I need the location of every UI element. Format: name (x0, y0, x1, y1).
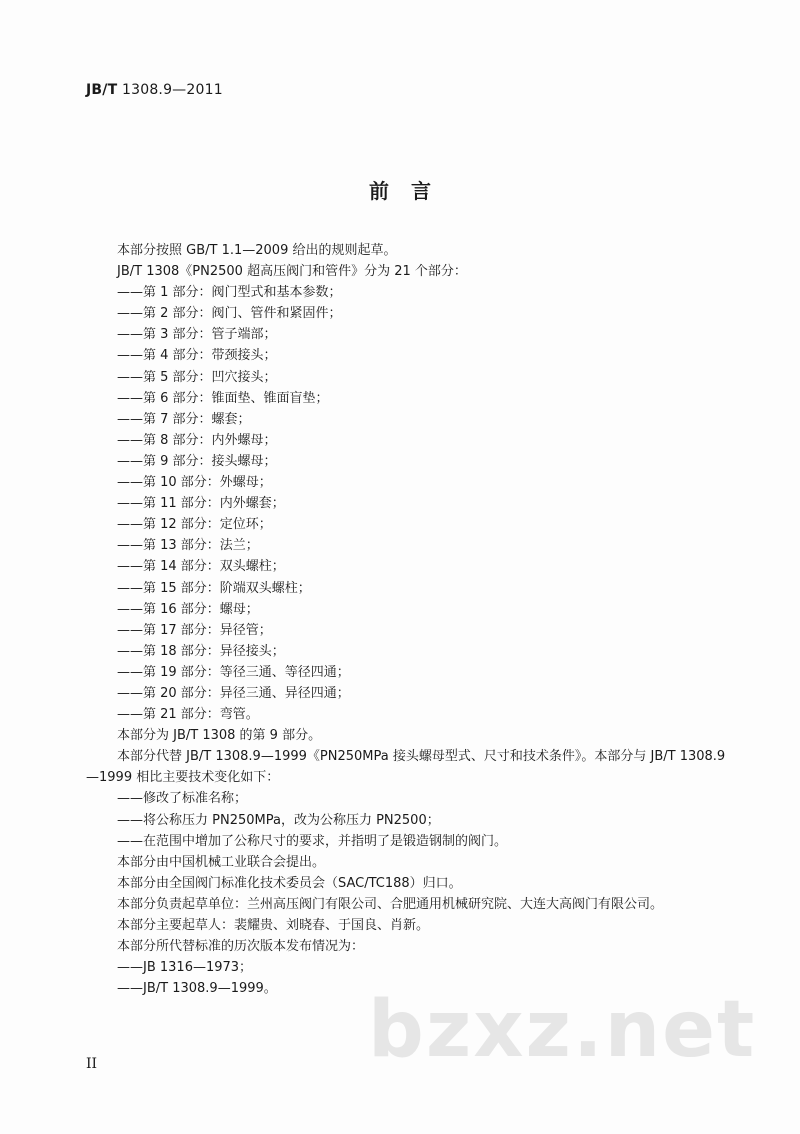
list-item: ——第 6 部分：锥面垫、锥面盲垫； (117, 390, 329, 406)
list-item: ——第 14 部分：双头螺柱； (117, 559, 285, 575)
standard-code-prefix: JB/T (86, 82, 118, 98)
page-title: 前言 (369, 179, 453, 203)
standard-code-number: 1308.9—2011 (117, 82, 223, 98)
paragraph: 本部分主要起草人：裴耀贵、刘晓春、于国良、肖新。 (117, 918, 430, 933)
paragraph: 本部分负责起草单位：兰州高压阀门有限公司、合肥通用机械研究院、大连大高阀门有限公司。 (117, 896, 664, 912)
paragraph: 本部分为 JB/T 1308 的第 9 部分。 (117, 728, 322, 744)
list-item: ——第 5 部分：凹穴接头； (117, 369, 277, 385)
paragraph: 本部分由中国机械工业联合会提出。 (117, 854, 326, 870)
list-item: ——JB 1316—1973； (117, 960, 253, 976)
paragraph: JB/T 1308《PN2500 超高压阀门和管件》分为 21 个部分： (117, 264, 467, 280)
standard-code (86, 82, 223, 98)
list-item: ——第 7 部分：螺套； (117, 411, 251, 427)
page-number: II (86, 1056, 98, 1072)
list-item: ——第 21 部分：弯管。 (117, 707, 259, 723)
foreword-body (86, 240, 726, 999)
paragraph: 本部分所代替标准的历次版本发布情况为： (117, 939, 365, 955)
list-item: ——第 10 部分：外螺母； (117, 475, 272, 491)
list-item: ——第 12 部分：定位环； (117, 517, 272, 533)
list-item: ——第 8 部分：内外螺母； (117, 432, 277, 448)
list-item: ——第 15 部分：阶端双头螺柱； (117, 580, 311, 596)
list-item: ——第 18 部分：异径接头； (117, 643, 285, 659)
list-item: ——第 20 部分：异径三通、异径四通； (117, 685, 350, 701)
paragraph: 本部分代替 JB/T 1308.9—1999《PN250MPa 接头螺母型式、尺寸和技术条件》。本部分与 JB/T 1308.9—1999 相比主要技术变化如下： (86, 749, 726, 786)
list-item: ——第 3 部分：管子端部； (117, 327, 277, 343)
list-item: ——第 4 部分：带颈接头； (117, 348, 277, 364)
list-item: ——在范围中增加了公称尺寸的要求，并指明了是锻造钢制的阀门。 (117, 833, 508, 849)
watermark: bzxz.net (368, 985, 757, 1075)
list-item: ——修改了标准名称； (117, 791, 248, 807)
list-item: ——第 19 部分：等径三通、等径四通； (117, 664, 350, 680)
list-item: ——JB/T 1308.9—1999。 (117, 981, 277, 997)
list-item: ——第 11 部分：内外螺套； (117, 496, 285, 512)
list-item: ——第 16 部分：螺母； (117, 601, 259, 617)
paragraph: 本部分按照 GB/T 1.1—2009 给出的规则起草。 (117, 243, 397, 258)
paragraph: 本部分由全国阀门标准化技术委员会（SAC/TC188）归口。 (117, 875, 462, 891)
list-item: ——第 9 部分：接头螺母； (117, 453, 277, 469)
list-item: ——第 17 部分：异径管； (117, 622, 272, 638)
list-item: ——第 2 部分：阀门、管件和紧固件； (117, 306, 342, 322)
list-item: ——将公称压力 PN250MPa，改为公称压力 PN2500； (117, 812, 440, 828)
list-item: ——第 1 部分：阀门型式和基本参数； (117, 285, 342, 301)
list-item: ——第 13 部分：法兰； (117, 538, 259, 554)
